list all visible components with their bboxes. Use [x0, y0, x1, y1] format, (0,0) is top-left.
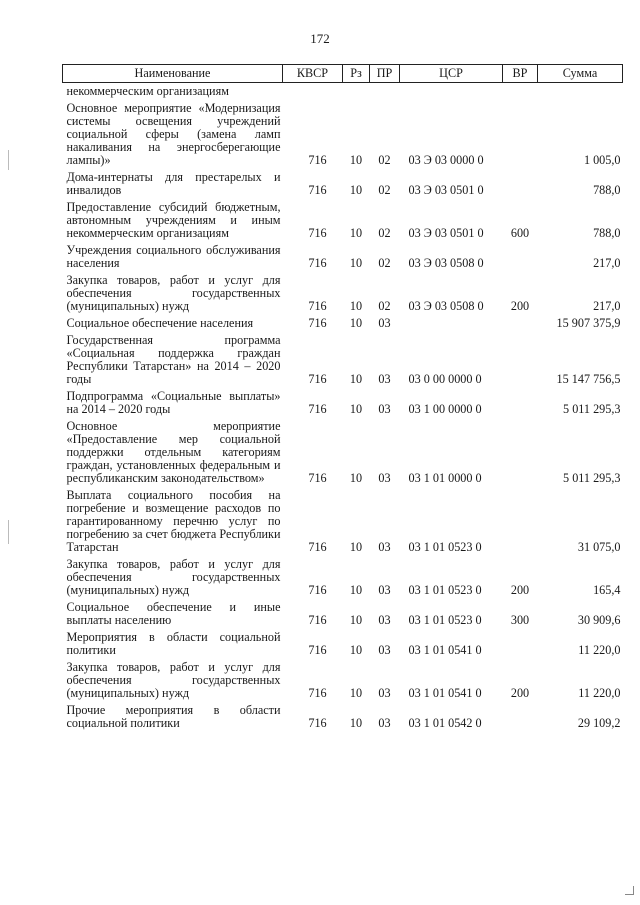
row-vr	[503, 100, 538, 169]
row-csr: 03 1 01 0523 0	[408, 540, 482, 554]
table-row	[63, 629, 623, 659]
row-kvsr: 716	[308, 583, 327, 597]
row-kvsr: 716	[308, 686, 327, 700]
header-vr: ВР	[503, 65, 538, 83]
row-sum: 30 909,6	[577, 613, 621, 627]
row-csr	[400, 83, 503, 101]
row-csr: 03 1 01 0542 0	[408, 716, 482, 730]
row-sum: 165,4	[593, 583, 621, 597]
row-csr: 03 Э 03 0501 0	[408, 183, 484, 197]
row-name: Подпрограмма «Социальные выплаты» на 2014 – 2020 годы	[66, 389, 281, 416]
row-kvsr: 716	[308, 226, 327, 240]
row-kvsr: 716	[308, 613, 327, 627]
row-vr	[503, 487, 538, 556]
row-rz: 10	[349, 226, 363, 240]
row-pr: 03	[378, 540, 391, 554]
row-name: некоммерческим организациям	[66, 84, 229, 98]
row-vr: 600	[510, 226, 530, 240]
row-name: Предоставление субсидий бюджетным, автономным учреждениям и иным некоммерческим организациям	[66, 200, 281, 240]
row-name: Мероприятия в области социальной политики	[66, 630, 281, 657]
row-name: Прочие мероприятия в области социальной политики	[66, 703, 281, 730]
table-header	[63, 65, 623, 83]
row-vr	[503, 315, 538, 332]
row-rz: 10	[349, 583, 363, 597]
row-rz: 10	[349, 686, 363, 700]
row-rz: 10	[349, 643, 363, 657]
row-pr: 02	[378, 153, 391, 167]
row-pr: 03	[378, 613, 391, 627]
row-csr: 03 Э 03 0501 0	[408, 226, 484, 240]
table-row	[63, 599, 623, 629]
row-rz: 10	[349, 256, 363, 270]
row-csr: 03 1 00 0000 0	[408, 402, 482, 416]
row-kvsr: 716	[308, 540, 327, 554]
row-kvsr: 716	[308, 256, 327, 270]
row-csr	[400, 315, 503, 332]
header-kvsr: КВСР	[283, 65, 343, 83]
row-name: Основное мероприятие «Модернизация системы освещения учреждений социальной сферы (замена ламп накаливания на энергосберегающие лампы)»	[66, 101, 281, 167]
row-pr: 03	[378, 643, 391, 657]
row-csr: 03 1 01 0000 0	[408, 471, 482, 485]
row-sum: 15 147 756,5	[556, 372, 621, 386]
row-rz: 10	[349, 613, 363, 627]
table-row	[63, 315, 623, 332]
row-name: Дома-интернаты для престарелых и инвалидов	[66, 170, 281, 197]
row-rz: 10	[349, 372, 363, 386]
table-row	[63, 418, 623, 487]
table-row	[63, 169, 623, 199]
row-pr: 02	[378, 299, 391, 313]
row-vr	[503, 83, 538, 101]
row-pr: 03	[378, 316, 391, 330]
row-vr	[503, 418, 538, 487]
row-sum: 11 220,0	[578, 643, 621, 657]
table-row	[63, 272, 623, 315]
row-vr	[503, 629, 538, 659]
row-csr: 03 Э 03 0000 0	[408, 153, 484, 167]
row-kvsr: 716	[308, 183, 327, 197]
row-sum: 1 005,0	[583, 153, 621, 167]
table-row	[63, 487, 623, 556]
row-csr: 03 1 01 0523 0	[408, 583, 482, 597]
row-sum: 29 109,2	[577, 716, 621, 730]
row-name: Основное мероприятие «Предоставление мер социальной поддержки отдельным категориям граждан, установленных федеральным и республиканским законодательством»	[66, 419, 281, 485]
row-sum: 788,0	[593, 226, 621, 240]
row-pr: 03	[378, 471, 391, 485]
row-rz: 10	[349, 153, 363, 167]
row-vr	[503, 242, 538, 272]
header-pr: ПР	[370, 65, 400, 83]
row-sum: 5 011 295,3	[563, 402, 621, 416]
table-body	[63, 83, 623, 733]
row-rz: 10	[349, 316, 363, 330]
margin-mark	[8, 150, 9, 170]
table-row	[63, 83, 623, 101]
row-name: Закупка товаров, работ и услуг для обеспечения государственных (муниципальных) нужд	[66, 660, 281, 700]
row-pr: 03	[378, 402, 391, 416]
header-name: Наименование	[63, 65, 283, 83]
row-pr: 03	[378, 372, 391, 386]
row-sum: 217,0	[593, 256, 621, 270]
margin-mark	[8, 520, 9, 544]
row-csr: 03 1 01 0523 0	[408, 613, 482, 627]
row-kvsr	[283, 83, 343, 101]
row-pr: 03	[378, 583, 391, 597]
page-number: 172	[310, 31, 330, 46]
row-sum: 217,0	[593, 299, 621, 313]
row-csr: 03 Э 03 0508 0	[408, 256, 484, 270]
row-vr: 200	[510, 583, 530, 597]
row-pr: 02	[378, 226, 391, 240]
row-kvsr: 716	[308, 316, 327, 330]
row-sum	[538, 83, 623, 101]
row-kvsr: 716	[308, 716, 327, 730]
row-pr: 02	[378, 183, 391, 197]
row-vr	[503, 702, 538, 732]
table-row	[63, 199, 623, 242]
row-sum: 31 075,0	[577, 540, 621, 554]
row-csr: 03 0 00 0000 0	[408, 372, 482, 386]
row-rz: 10	[349, 299, 363, 313]
row-name: Выплата социального пособия на погребение и возмещение расходов по гарантированному перечню услуг по погребению за счет бюджета Республики Татарстан	[66, 488, 281, 554]
table-row	[63, 659, 623, 702]
row-csr: 03 1 01 0541 0	[408, 686, 482, 700]
header-sum: Сумма	[538, 65, 623, 83]
row-kvsr: 716	[308, 153, 327, 167]
table-row	[63, 702, 623, 732]
row-sum: 11 220,0	[578, 686, 621, 700]
row-name: Закупка товаров, работ и услуг для обеспечения государственных (муниципальных) нужд	[66, 273, 281, 313]
row-vr: 200	[510, 686, 530, 700]
row-rz: 10	[349, 716, 363, 730]
corner-mark	[625, 886, 634, 895]
row-kvsr: 716	[308, 471, 327, 485]
row-pr: 02	[378, 256, 391, 270]
table-row	[63, 388, 623, 418]
table-row	[63, 556, 623, 599]
row-vr: 200	[510, 299, 530, 313]
row-sum: 788,0	[593, 183, 621, 197]
row-pr: 03	[378, 686, 391, 700]
row-rz: 10	[349, 183, 363, 197]
budget-table	[62, 64, 622, 732]
row-csr: 03 1 01 0541 0	[408, 643, 482, 657]
row-name: Учреждения социального обслуживания населения	[66, 243, 281, 270]
row-sum: 15 907 375,9	[556, 316, 621, 330]
row-pr	[370, 83, 400, 101]
table-row	[63, 332, 623, 388]
row-vr	[503, 388, 538, 418]
row-kvsr: 716	[308, 643, 327, 657]
row-name: Государственная программа «Социальная поддержка граждан Республики Татарстан» на 2014 – 2020 годы	[66, 333, 281, 386]
row-name: Закупка товаров, работ и услуг для обеспечения государственных (муниципальных) нужд	[66, 557, 281, 597]
row-rz: 10	[349, 471, 363, 485]
row-rz	[343, 83, 370, 101]
row-rz: 10	[349, 402, 363, 416]
row-name: Социальное обеспечение населения	[66, 316, 254, 330]
row-sum: 5 011 295,3	[563, 471, 621, 485]
row-vr	[503, 169, 538, 199]
row-kvsr: 716	[308, 299, 327, 313]
row-rz: 10	[349, 540, 363, 554]
table-row	[63, 242, 623, 272]
header-csr: ЦСР	[400, 65, 503, 83]
row-pr: 03	[378, 716, 391, 730]
row-name: Социальное обеспечение и иные выплаты населению	[66, 600, 281, 627]
table-row	[63, 100, 623, 169]
row-vr	[503, 332, 538, 388]
row-vr: 300	[510, 613, 530, 627]
header-rz: Рз	[343, 65, 370, 83]
row-csr: 03 Э 03 0508 0	[408, 299, 484, 313]
row-kvsr: 716	[308, 402, 327, 416]
row-kvsr: 716	[308, 372, 327, 386]
